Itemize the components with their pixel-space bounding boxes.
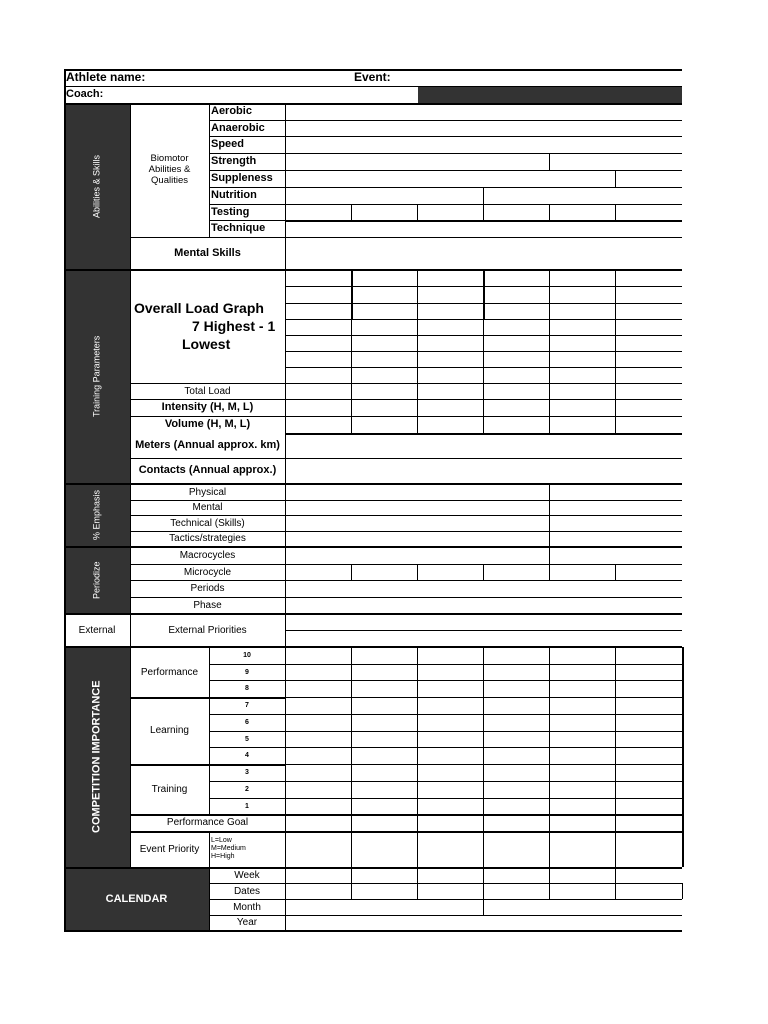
grid-line (483, 868, 484, 883)
grid-line (209, 731, 682, 732)
section-external: External (78, 624, 116, 636)
grid-line (351, 868, 352, 883)
row-testing: Testing (211, 205, 250, 218)
level-4: 4 (245, 752, 249, 759)
emphasis-tactics: Tactics/strategies (169, 533, 246, 544)
grid-line (209, 664, 682, 665)
grid-line (209, 680, 682, 681)
total-load-label: Total Load (184, 385, 231, 397)
grid-line (130, 697, 209, 699)
grid-line (64, 483, 682, 485)
calendar-year: Year (236, 917, 258, 928)
grid-line (351, 564, 352, 580)
grid-line (64, 69, 66, 931)
grid-line (209, 136, 682, 137)
grid-line (549, 153, 550, 170)
grid-line (285, 433, 682, 435)
grid-line (130, 831, 682, 833)
periodize-macrocycles: Macrocycles (179, 550, 236, 561)
grid-line (483, 270, 485, 319)
grid-line (615, 868, 616, 883)
grid-line (64, 646, 682, 648)
level-10: 10 (243, 652, 251, 659)
grid-line (615, 883, 616, 899)
grid-line (682, 647, 684, 867)
grid-line (209, 747, 682, 748)
intensity-label: Intensity (H, M, L) (161, 401, 254, 413)
grid-line (417, 204, 418, 220)
grid-line (130, 416, 285, 417)
grid-line (209, 899, 682, 900)
level-3: 3 (245, 769, 249, 776)
section-periodize: Periodize (64, 547, 130, 613)
grid-line (549, 564, 550, 580)
grid-line (209, 714, 682, 715)
external-priorities-label: External Priorities (168, 624, 247, 636)
grid-line (549, 204, 550, 220)
grid-line (615, 647, 616, 867)
grid-line (130, 515, 682, 516)
section-abilities-skills: Abilities & Skills (64, 103, 130, 269)
grid-line (209, 153, 682, 154)
grid-line (64, 269, 682, 271)
grid-line (417, 868, 418, 883)
load-graph-title-1: Overall Load Graph (134, 300, 264, 316)
grid-line (549, 868, 550, 883)
grid-line (549, 647, 550, 867)
level-1: 1 (245, 802, 249, 810)
grid-line (209, 883, 682, 884)
grid-line (64, 546, 682, 548)
grid-line (64, 613, 682, 615)
row-strength: Strength (211, 155, 257, 167)
row-suppleness: Suppleness (211, 172, 273, 184)
level-5: 5 (245, 735, 249, 743)
contacts-label: Contacts (Annual approx.) (138, 464, 277, 476)
grid-line (209, 170, 682, 171)
periodize-phase: Phase (193, 599, 222, 611)
grid-line (64, 930, 682, 932)
grid-line (351, 270, 353, 319)
section-emphasis: % Emphasis (64, 484, 130, 546)
grid-line (64, 69, 682, 71)
grid-line (549, 484, 550, 546)
grid-line (417, 564, 418, 580)
grid-line (64, 867, 682, 869)
row-technique: Technique (211, 222, 266, 234)
level-2: 2 (245, 786, 249, 793)
grid-line (417, 270, 418, 433)
level-7: 7 (245, 702, 249, 709)
event-priority-label: Event Priority (139, 843, 200, 855)
load-graph-title-3: Lowest (182, 336, 231, 352)
level-9: 9 (245, 668, 249, 676)
grid-line (209, 915, 682, 916)
athlete-name-label: Athlete name: (66, 70, 146, 84)
grid-line (483, 647, 484, 867)
grid-line (615, 204, 616, 220)
grid-line (209, 798, 682, 799)
section-calendar: CALENDAR (64, 868, 209, 930)
coach-dark-band (418, 86, 682, 103)
emphasis-technical: Technical (Skills) (170, 517, 245, 529)
row-nutrition: Nutrition (211, 189, 257, 201)
grid-line (130, 531, 682, 532)
grid-line (130, 103, 131, 868)
calendar-month: Month (233, 901, 261, 913)
calendar-week: Week (234, 870, 260, 881)
grid-line (130, 580, 682, 581)
grid-line (615, 170, 616, 187)
event-label: Event: (354, 70, 391, 84)
comp-performance-label: Performance (140, 666, 199, 678)
grid-line (130, 597, 682, 598)
grid-line (64, 103, 682, 105)
grid-line (209, 764, 285, 766)
meters-label: Meters (Annual approx. km) (135, 439, 280, 451)
grid-line (209, 697, 285, 699)
volume-label: Volume (H, M, L) (164, 418, 251, 430)
grid-line (130, 399, 285, 400)
comp-learning-label: Learning (150, 725, 189, 736)
grid-line (615, 564, 616, 580)
grid-line (417, 647, 418, 867)
grid-line (285, 103, 286, 930)
grid-line (549, 547, 550, 564)
mental-skills-label: Mental Skills (174, 246, 241, 259)
grid-line (209, 781, 682, 782)
periodize-periods: Periods (190, 583, 225, 594)
grid-line (483, 187, 484, 220)
grid-line (417, 883, 418, 899)
coach-label: Coach: (66, 88, 104, 100)
grid-line (130, 764, 209, 766)
grid-line (209, 187, 682, 188)
section-competition-importance: COMPETITION IMPORTANCE (64, 647, 130, 867)
grid-line (483, 883, 484, 899)
row-aerobic: Aerobic (211, 105, 252, 117)
grid-line (351, 647, 352, 867)
grid-line (130, 458, 682, 459)
grid-line (130, 237, 682, 238)
comp-training-label: Training (151, 783, 188, 795)
emphasis-mental: Mental (192, 502, 223, 513)
performance-goal-label: Performance Goal (166, 817, 249, 828)
grid-line (209, 120, 682, 121)
emphasis-physical: Physical (188, 486, 227, 498)
priority-legend: L=Low M=Medium H=High (211, 837, 246, 860)
grid-line (130, 814, 682, 816)
row-speed: Speed (211, 138, 245, 150)
grid-line (615, 270, 616, 433)
grid-line (209, 831, 210, 867)
grid-line (285, 220, 682, 222)
grid-line (549, 270, 550, 433)
grid-line (351, 883, 352, 899)
periodize-microcycle: Microcycle (183, 566, 232, 578)
grid-line (209, 204, 682, 205)
grid-line (130, 564, 682, 565)
grid-line (130, 500, 682, 501)
grid-line (682, 883, 683, 899)
load-graph-title-2: 7 Highest - 1 (192, 318, 276, 334)
grid-line (285, 630, 682, 631)
level-6: 6 (245, 719, 249, 726)
grid-line (549, 883, 550, 899)
row-anaerobic: Anaerobic (211, 121, 265, 134)
section-training-parameters: Training Parameters (64, 270, 130, 483)
level-8: 8 (245, 685, 249, 692)
grid-line (64, 86, 682, 87)
grid-line (130, 383, 285, 384)
biomotor-label: Biomotor Abilities & Qualities (148, 153, 191, 186)
grid-line (483, 899, 484, 915)
grid-line (483, 564, 484, 580)
calendar-dates: Dates (233, 885, 261, 897)
grid-line (351, 204, 352, 220)
